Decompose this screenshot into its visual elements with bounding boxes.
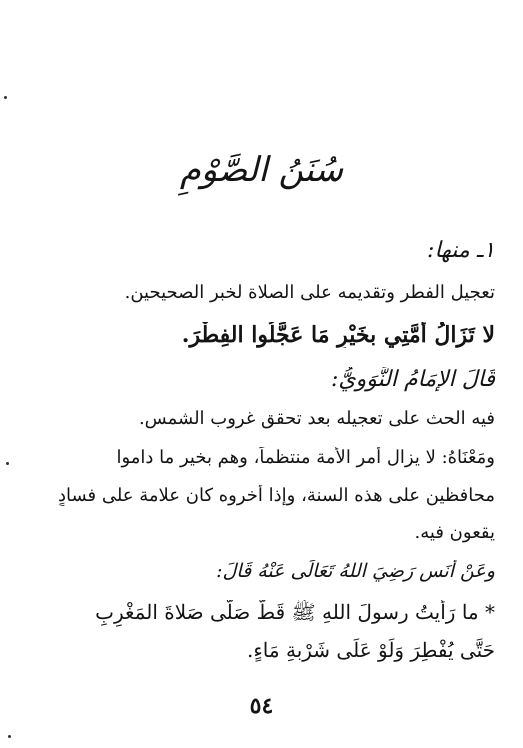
hadith-text: حَتَّى يُفْطِرَ وَلَوْ عَلَى شَرْبةِ مَاءٍ.	[247, 638, 495, 662]
hadith-text: * ما رَأيتُ رسولَ اللهِ ﷺ قَطُّ صَلَّى صَلاةَ المَغْرِبِ	[95, 600, 495, 624]
quote-heading: قَالَ الإمَامُ النَّوَوِيُّ:	[330, 367, 495, 392]
text-line: ومَعْنَاهُ: لا يزال أمر الأمة منتظماً، وهم بخير ما داموا	[116, 447, 495, 468]
hadith-text: لا تَزَالُ أُمَّتِي بخَيْرٍ مَا عَجَّلُوا الفِطْرَ.	[181, 322, 495, 348]
text-line: تعجيل الفطر وتقديمه على الصلاة لخبر الصحيحين.	[124, 282, 495, 303]
narration-heading: وعَنْ أنَسٍ رَضِيَ اللهُ تَعَالَى عَنْهُ قَالَ:	[216, 560, 495, 582]
page-title: سُنَنُ الصَّوْمِ	[179, 150, 344, 190]
section-heading: ١ـ منها:	[427, 238, 495, 263]
text-line: فيه الحث على تعجيله بعد تحقق غروب الشمس.	[138, 408, 495, 429]
page-number: ٥٤	[249, 693, 274, 719]
margin-mark	[4, 96, 7, 99]
text-line: محافظين على هذه السنة، وإذا أخروه كان علامة على فسادٍ	[57, 485, 495, 506]
margin-mark	[6, 462, 9, 465]
text-line: يقعون فيه.	[414, 522, 495, 543]
margin-mark	[8, 735, 11, 738]
